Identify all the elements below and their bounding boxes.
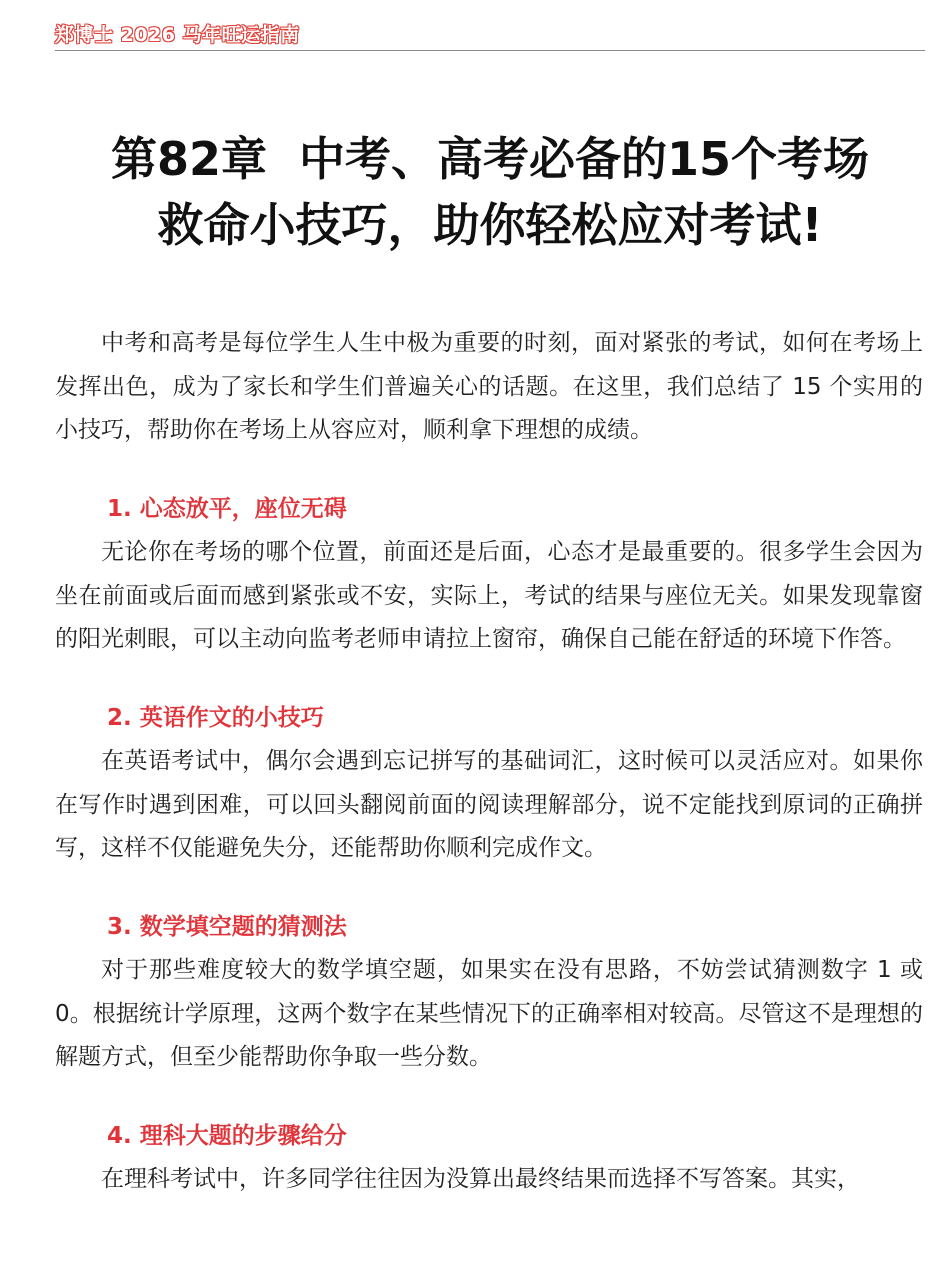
chapter-title [55,126,925,258]
section-3 [55,906,923,1080]
page-header [55,20,925,51]
article-body [55,322,923,1202]
section-heading: 2. 英语作文的小技巧 [107,704,324,731]
section-4 [55,1115,923,1202]
section-heading: 1. 心态放平，座位无碍 [107,495,347,522]
chapter-title-line-1: 第82章 中考、高考必备的15个考场 [110,132,870,186]
intro-paragraph: 中考和高考是每位学生人生中极为重要的时刻，面对紧张的考试，如何在考场上发挥出色，成为了家长和学生们普遍关心的话题。在这里，我们总结了 15 个实用的小技巧，帮助你在考场上从容应对，顺利拿下理想的成绩。 [55,330,923,443]
section-paragraph: 在英语考试中，偶尔会遇到忘记拼写的基础词汇，这时候可以灵活应对。如果你在写作时遇到困难，可以回头翻阅前面的阅读理解部分，说不定能找到原词的正确拼写，这样不仅能避免失分，还能帮助你顺利完成作文。 [55,748,923,861]
section-heading: 4. 理科大题的步骤给分 [107,1122,347,1149]
section-paragraph: 无论你在考场的哪个位置，前面还是后面，心态才是最重要的。很多学生会因为坐在前面或后面而感到紧张或不安，实际上，考试的结果与座位无关。如果发现靠窗的阳光刺眼，可以主动向监考老师申请拉上窗帘，确保自己能在舒适的环境下作答。 [55,539,923,652]
section-2 [55,697,923,871]
section-heading: 3. 数学填空题的猜测法 [107,913,347,940]
section-paragraph: 在理科考试中，许多同学往往因为没算出最终结果而选择不写答案。其实， [101,1166,860,1192]
section-paragraph: 对于那些难度较大的数学填空题，如果实在没有思路，不妨尝试猜测数字 1 或 0。根据统计学原理，这两个数字在某些情况下的正确率相对较高。尽管这不是理想的解题方式，但至少能帮助你争取一些分数。 [55,957,923,1070]
header-title: 郑博士 2026 马年旺运指南 [55,24,300,46]
chapter-title-line-2: 救命小技巧，助你轻松应对考试! [157,198,823,252]
section-1 [55,488,923,662]
